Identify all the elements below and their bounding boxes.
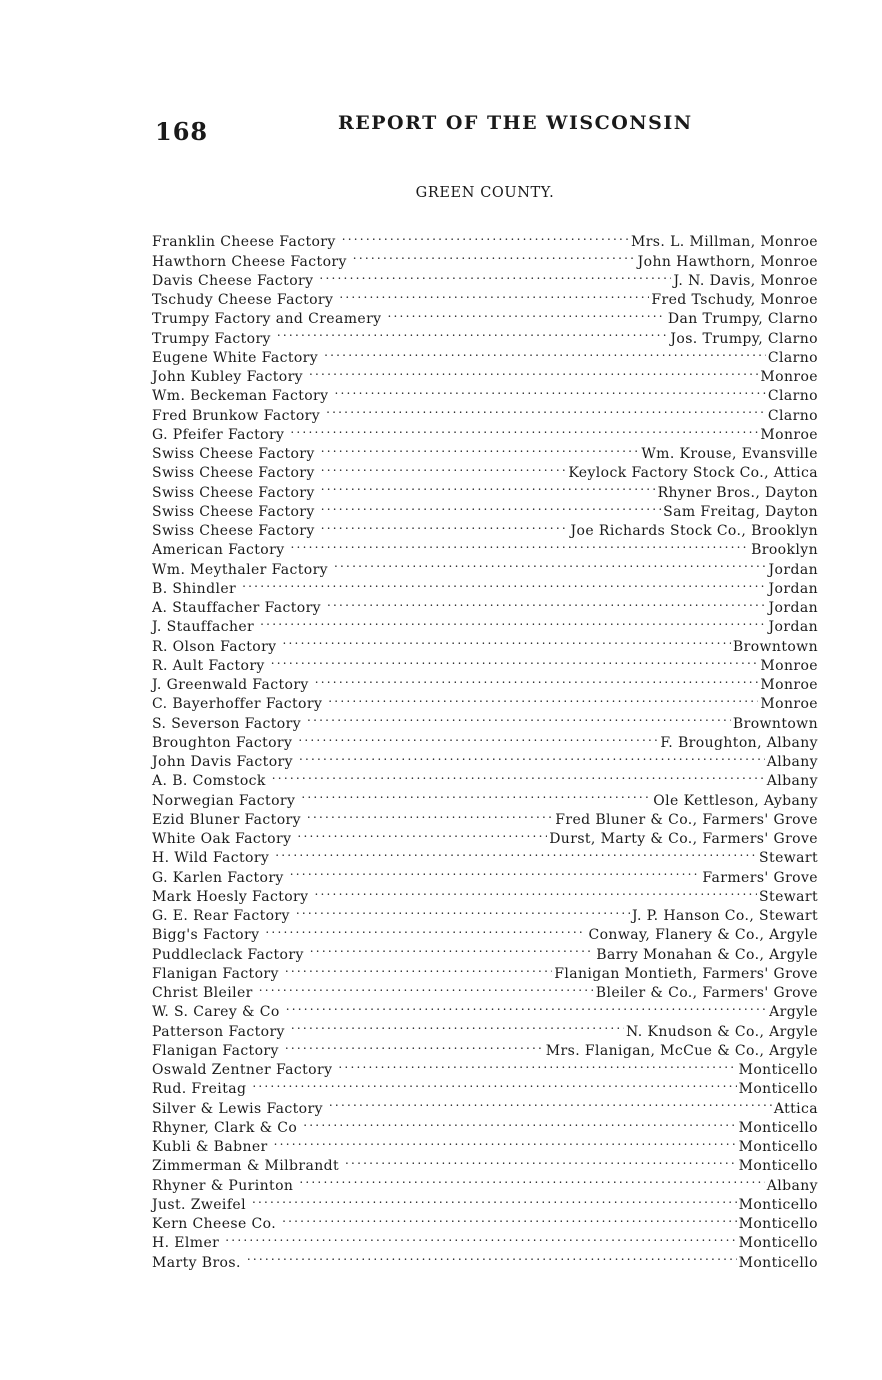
- owner-location: Monticello: [737, 1119, 818, 1138]
- owner-location: Bleiler & Co., Farmers' Grove: [594, 984, 818, 1003]
- factory-name: R. Olson Factory: [152, 638, 277, 655]
- owner-location: Monticello: [737, 1254, 818, 1273]
- owner-location: John Hawthorn, Monroe: [636, 253, 818, 272]
- dot-leader: [252, 1190, 737, 1209]
- factory-name: Hawthorn Cheese Factory: [152, 253, 347, 270]
- owner-location: Farmers' Grove: [700, 869, 818, 888]
- factory-name: Swiss Cheese Factory: [152, 523, 315, 539]
- dot-leader: [321, 458, 567, 477]
- factory-name: H. Elmer: [152, 1235, 220, 1252]
- dot-leader: [296, 901, 630, 920]
- owner-location: F. Broughton, Albany: [658, 734, 818, 753]
- dot-leader: [329, 1093, 772, 1112]
- owner-location: Monticello: [737, 1080, 818, 1099]
- owner-location: Jordan: [767, 599, 818, 618]
- dot-leader: [321, 497, 661, 516]
- factory-name: Patterson Factory: [152, 1023, 285, 1040]
- factory-name: Silver & Lewis Factory: [152, 1100, 323, 1117]
- dot-leader: [301, 785, 651, 804]
- owner-location: J. P. Hanson Co., Stewart: [630, 907, 818, 926]
- dot-leader: [307, 708, 731, 727]
- dot-leader: [326, 400, 766, 419]
- owner-location: Ole Kettleson, Aybany: [651, 792, 818, 811]
- owner-location: Monticello: [737, 1157, 818, 1176]
- factory-name: Wm. Beckeman Factory: [152, 388, 329, 405]
- factory-name: Franklin Cheese Factory: [152, 234, 336, 251]
- owner-location: Monroe: [758, 368, 818, 387]
- owner-location: Monticello: [737, 1234, 818, 1253]
- factory-name: Tschudy Cheese Factory: [152, 292, 334, 308]
- list-item: [152, 1247, 818, 1271]
- dot-leader: [277, 323, 669, 342]
- dot-leader: [334, 554, 767, 573]
- owner-location: Joe Richards Stock Co., Brooklyn: [569, 522, 818, 541]
- factory-name: Rhyner, Clark & Co: [152, 1119, 298, 1136]
- owner-location: Albany: [765, 753, 818, 772]
- owner-location: Argyle: [767, 1003, 818, 1022]
- owner-location: Jordan: [767, 618, 818, 637]
- dot-leader: [299, 747, 765, 766]
- dot-leader: [321, 439, 640, 458]
- dot-leader: [307, 805, 553, 824]
- owner-location: Mrs. Flanigan, McCue & Co., Argyle: [544, 1042, 818, 1061]
- dot-leader: [285, 1036, 544, 1055]
- dot-leader: [314, 882, 757, 901]
- owner-location: Browntown: [731, 715, 818, 734]
- owner-location: Brooklyn: [749, 541, 818, 560]
- dot-leader: [339, 285, 649, 304]
- owner-location: Attica: [772, 1100, 818, 1119]
- dot-leader: [290, 862, 701, 881]
- dot-leader: [285, 959, 552, 978]
- factory-name: Fred Brunkow Factory: [152, 407, 321, 424]
- dot-leader: [265, 920, 586, 939]
- dot-leader: [272, 766, 765, 785]
- factory-name: American Factory: [152, 542, 285, 559]
- list-item: [152, 593, 818, 616]
- factory-name: S. Severson Factory: [152, 715, 302, 732]
- owner-location: Monroe: [758, 657, 818, 676]
- owner-location: Albany: [765, 772, 818, 791]
- factory-name: J. Greenwald Factory: [152, 677, 309, 693]
- dot-leader: [345, 1151, 737, 1170]
- dot-leader: [334, 381, 765, 400]
- dot-leader: [291, 535, 750, 554]
- owner-location: Monticello: [737, 1138, 818, 1157]
- owner-location: Albany: [765, 1177, 818, 1196]
- factory-name: Just. Zweifel: [152, 1196, 246, 1213]
- factory-name: Swiss Cheese Factory: [152, 446, 315, 462]
- owner-location: Monticello: [737, 1061, 818, 1080]
- factory-name: Ezid Bluner Factory: [152, 811, 301, 828]
- owner-location: Rhyner Bros., Dayton: [656, 484, 818, 503]
- factory-name: G. E. Rear Factory: [152, 908, 290, 924]
- dot-leader: [338, 1055, 736, 1074]
- dot-leader: [259, 978, 594, 997]
- factory-name: W. S. Carey & Co: [152, 1004, 280, 1021]
- factory-name: Swiss Cheese Factory: [152, 465, 315, 482]
- owner-location: Jos. Trumpy, Clarno: [668, 330, 818, 349]
- factory-name: Trumpy Factory and Creamery: [152, 311, 382, 328]
- factory-name: Swiss Cheese Factory: [152, 503, 315, 520]
- owner-location: Jordan: [767, 561, 818, 580]
- owner-location: Monticello: [737, 1215, 818, 1234]
- dot-leader: [274, 1132, 737, 1151]
- factory-name: Zimmerman & Milbrandt: [152, 1158, 340, 1175]
- owner-location: J. N. Davis, Monroe: [671, 272, 818, 291]
- dot-leader: [225, 1228, 736, 1247]
- page-number: 168: [155, 117, 209, 146]
- dot-leader: [324, 343, 766, 362]
- owner-location: Jordan: [767, 580, 818, 599]
- owner-location: Durst, Marty & Co., Farmers' Grove: [547, 830, 818, 849]
- dot-leader: [353, 246, 636, 265]
- list-item: [152, 574, 818, 597]
- dot-leader: [328, 689, 758, 708]
- owner-location: Dan Trumpy, Clarno: [666, 310, 818, 329]
- factory-name: H. Wild Factory: [152, 850, 270, 867]
- dot-leader: [387, 304, 665, 323]
- list-item: [152, 1190, 818, 1213]
- running-head: REPORT OF THE WISCONSIN: [338, 112, 693, 134]
- factory-name: G. Karlen Factory: [152, 869, 284, 886]
- owner-location: Clarno: [766, 349, 818, 368]
- dot-leader: [247, 1247, 737, 1266]
- factory-name: G. Pfeifer Factory: [152, 426, 285, 443]
- owner-location: Mrs. L. Millman, Monroe: [629, 233, 818, 252]
- section-title: GREEN COUNTY.: [415, 185, 555, 201]
- factory-name: Mark Hoesly Factory: [152, 888, 309, 905]
- owner-location: Flanigan Montieth, Farmers' Grove: [552, 965, 818, 984]
- owner-location: Conway, Flanery & Co., Argyle: [586, 926, 818, 945]
- owner-location: Clarno: [766, 387, 818, 406]
- dot-leader: [290, 420, 758, 439]
- dot-leader: [299, 1170, 764, 1189]
- factory-name: White Oak Factory: [152, 831, 292, 847]
- factory-name: J. Stauffacher: [152, 619, 255, 636]
- factory-name: Kern Cheese Co.: [152, 1216, 277, 1232]
- owner-location: Stewart: [757, 849, 818, 868]
- owner-location: Monroe: [758, 676, 818, 695]
- dot-leader: [321, 516, 569, 535]
- factory-name: A. Stauffacher Factory: [152, 600, 321, 616]
- dot-leader: [342, 227, 629, 246]
- owner-location: N. Knudson & Co., Argyle: [624, 1023, 818, 1042]
- factory-name: Flanigan Factory: [152, 965, 279, 982]
- owner-location: Sam Freitag, Dayton: [661, 503, 818, 522]
- owner-location: Keylock Factory Stock Co., Attica: [566, 464, 818, 483]
- factory-name: John Kubley Factory: [152, 369, 303, 385]
- factory-name: Rud. Freitag: [152, 1081, 247, 1098]
- owner-location: Clarno: [766, 407, 818, 426]
- dot-leader: [303, 1113, 736, 1132]
- dot-leader: [319, 266, 671, 285]
- dot-leader: [242, 574, 766, 593]
- factory-name: Marty Bros.: [152, 1254, 241, 1271]
- factory-name: Wm. Meythaler Factory: [152, 561, 328, 578]
- factory-name: Norwegian Factory: [152, 792, 296, 809]
- factory-listing: [152, 227, 818, 1271]
- list-item: [152, 1228, 818, 1252]
- list-item: [152, 1074, 818, 1098]
- factory-name: Rhyner & Purinton: [152, 1177, 294, 1194]
- dot-leader: [298, 728, 658, 747]
- factory-name: B. Shindler: [152, 580, 237, 597]
- factory-name: Davis Cheese Factory: [152, 272, 314, 289]
- owner-location: Monroe: [758, 426, 818, 445]
- factory-name: Trumpy Factory: [152, 330, 271, 347]
- dot-leader: [260, 612, 766, 631]
- factory-name: Swiss Cheese Factory: [152, 484, 315, 501]
- owner-location: Fred Tschudy, Monroe: [649, 291, 818, 310]
- owner-location: Barry Monahan & Co., Argyle: [594, 946, 818, 965]
- factory-name: R. Ault Factory: [152, 657, 265, 674]
- dot-leader: [321, 477, 656, 496]
- factory-name: C. Bayerhoffer Factory: [152, 696, 323, 713]
- dot-leader: [275, 843, 757, 862]
- owner-location: Stewart: [757, 888, 818, 907]
- factory-name: Christ Bleiler: [152, 985, 253, 1001]
- factory-name: A. B. Comstock: [152, 773, 266, 790]
- owner-location: Fred Bluner & Co., Farmers' Grove: [553, 811, 818, 830]
- dot-leader: [271, 651, 759, 670]
- factory-name: Kubli & Babner: [152, 1139, 268, 1155]
- dot-leader: [282, 631, 730, 650]
- factory-name: Broughton Factory: [152, 734, 293, 751]
- owner-location: Wm. Krouse, Evansville: [639, 445, 818, 464]
- owner-location: Browntown: [731, 638, 818, 657]
- dot-leader: [282, 1209, 737, 1228]
- owner-location: Monroe: [758, 695, 818, 714]
- factory-name: John Davis Factory: [152, 754, 293, 770]
- factory-name: Eugene White Factory: [152, 349, 319, 366]
- dot-leader: [286, 997, 767, 1016]
- factory-name: Bigg's Factory: [152, 927, 260, 944]
- list-item: [152, 227, 818, 251]
- factory-name: Oswald Zentner Factory: [152, 1062, 333, 1078]
- factory-name: Puddleclack Factory: [152, 946, 304, 963]
- dot-leader: [252, 1074, 736, 1093]
- dot-leader: [327, 593, 767, 612]
- owner-location: Monticello: [737, 1196, 818, 1215]
- dot-leader: [291, 1016, 624, 1035]
- dot-leader: [297, 824, 547, 843]
- dot-leader: [310, 939, 594, 958]
- factory-name: Flanigan Factory: [152, 1042, 279, 1059]
- dot-leader: [309, 362, 758, 381]
- dot-leader: [315, 670, 759, 689]
